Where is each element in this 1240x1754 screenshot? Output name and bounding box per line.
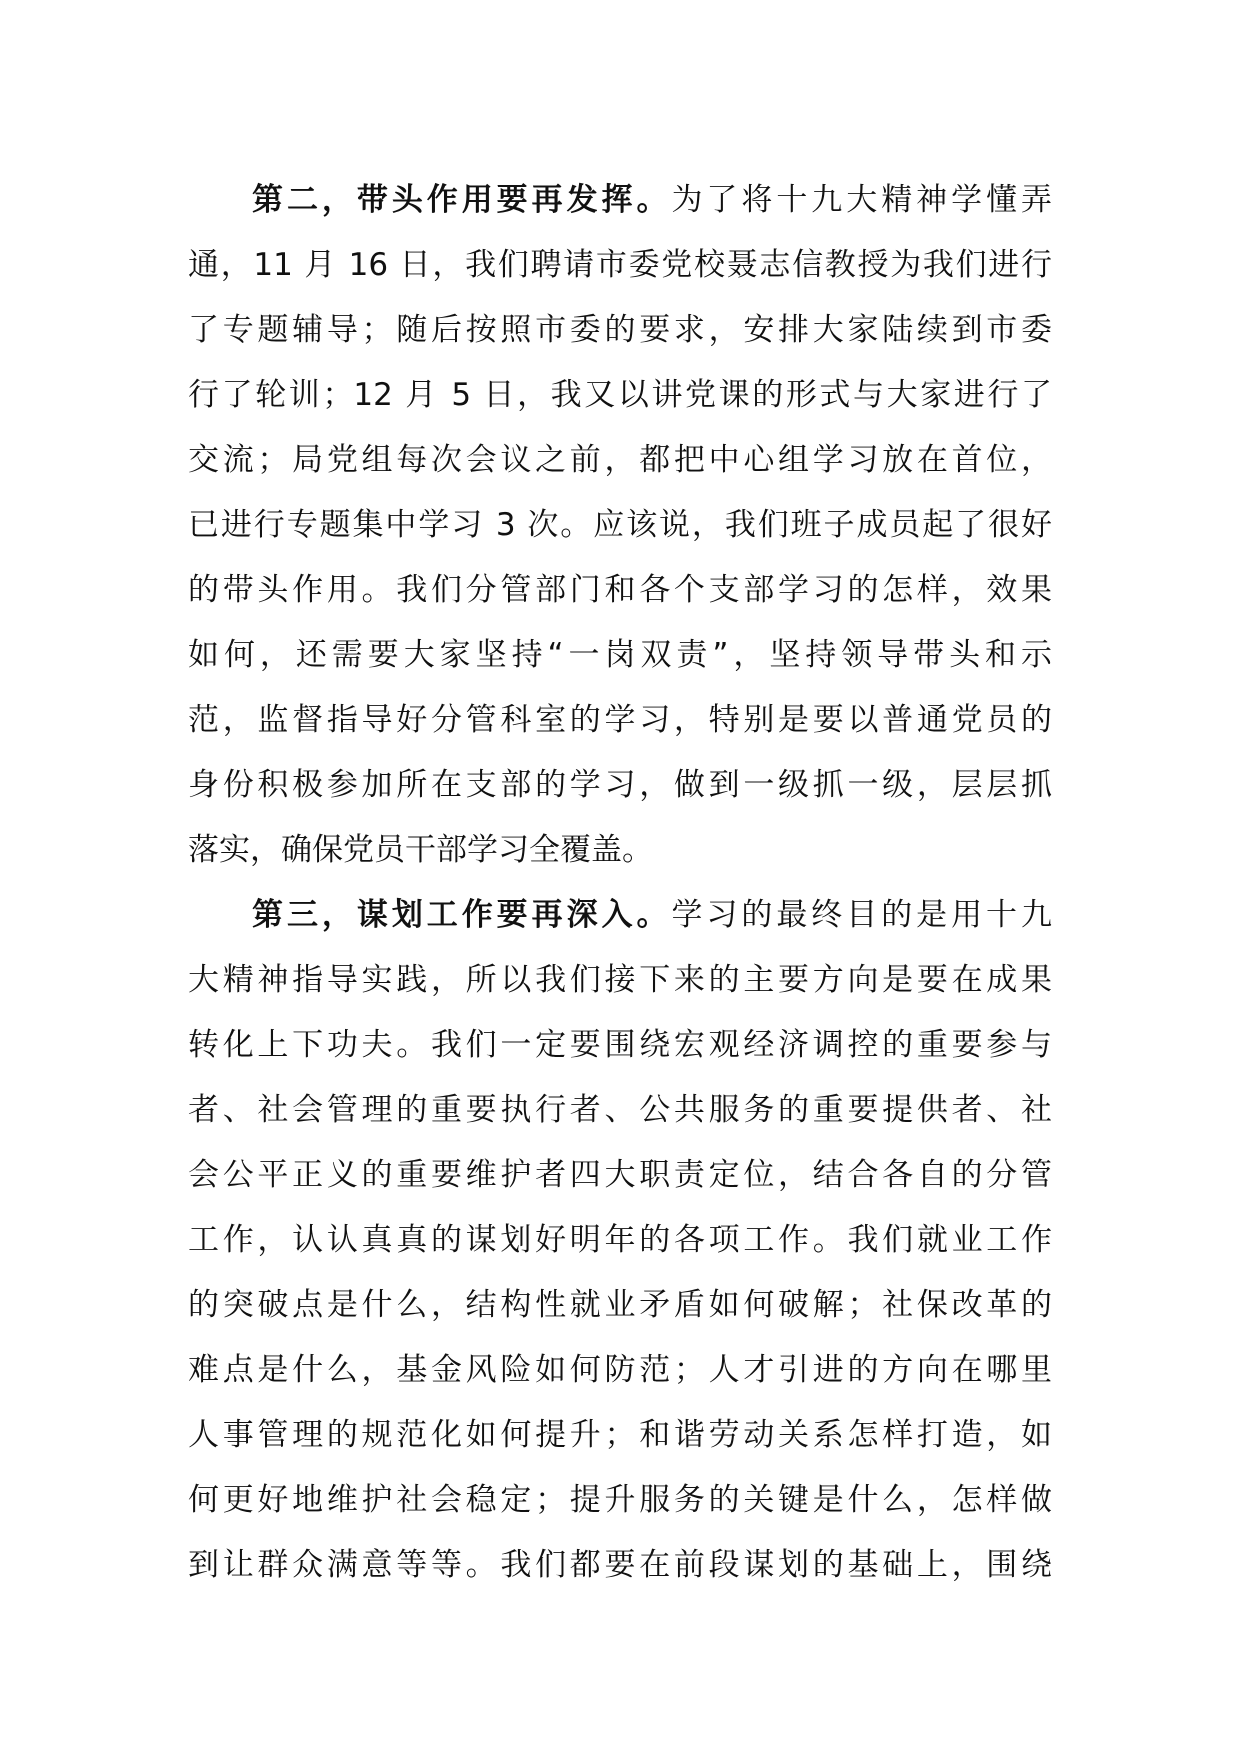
paragraph-3-line-3: 转化上下功夫。我们一定要围绕宏观经济调控的重要参与 bbox=[188, 1027, 1052, 1063]
paragraph-2-line-3: 了专题辅导；随后按照市委的要求，安排大家陆续到市委 bbox=[188, 312, 1052, 348]
paragraph-3-line-9: 人事管理的规范化如何提升；和谐劳动关系怎样打造，如 bbox=[188, 1417, 1052, 1453]
paragraph-3-heading: 第三，谋划工作要再深入。 bbox=[252, 897, 672, 933]
paragraph-2-line-2: 通，11 月 16 日，我们聘请市委党校聂志信教授为我们进行 bbox=[188, 247, 1052, 283]
paragraph-3-line-8: 难点是什么，基金风险如何防范；人才引进的方向在哪里 bbox=[188, 1352, 1052, 1388]
paragraph-2-line-11: 落实，确保党员干部学习全覆盖。 bbox=[188, 832, 653, 868]
paragraph-2-line-8: 如何，还需要大家坚持“一岗双责”，坚持领导带头和示 bbox=[188, 637, 1052, 673]
paragraph-2-heading: 第二，带头作用要再发挥。 bbox=[252, 182, 672, 218]
paragraph-2-text: 为了将十九大精神学懂弄 bbox=[671, 182, 1053, 218]
paragraph-2-line-1 bbox=[188, 168, 1052, 233]
paragraph-3-text: 学习的最终目的是用十九 bbox=[671, 897, 1053, 933]
paragraph-2-line-7: 的带头作用。我们分管部门和各个支部学习的怎样，效果 bbox=[188, 572, 1052, 608]
paragraph-3-line-1 bbox=[188, 883, 1052, 948]
paragraph-2-line-6: 已进行专题集中学习 3 次。应该说，我们班子成员起了很好 bbox=[188, 507, 1052, 543]
paragraph-3-line-5: 会公平正义的重要维护者四大职责定位，结合各自的分管 bbox=[188, 1157, 1052, 1193]
paragraph-3-line-11: 到让群众满意等等。我们都要在前段谋划的基础上，围绕 bbox=[188, 1547, 1052, 1583]
paragraph-2-line-4: 行了轮训；12 月 5 日，我又以讲党课的形式与大家进行了 bbox=[188, 377, 1052, 413]
paragraph-3-line-7: 的突破点是什么，结构性就业矛盾如何破解；社保改革的 bbox=[188, 1287, 1052, 1323]
paragraph-2-line-5: 交流；局党组每次会议之前，都把中心组学习放在首位， bbox=[188, 442, 1052, 478]
paragraph-3-line-2: 大精神指导实践，所以我们接下来的主要方向是要在成果 bbox=[188, 962, 1052, 998]
paragraph-3-line-10: 何更好地维护社会稳定；提升服务的关键是什么，怎样做 bbox=[188, 1482, 1052, 1518]
paragraph-2-line-10: 身份积极参加所在支部的学习，做到一级抓一级，层层抓 bbox=[188, 767, 1052, 803]
paragraph-2-line-9: 范，监督指导好分管科室的学习，特别是要以普通党员的 bbox=[188, 702, 1052, 738]
paragraph-3-line-4: 者、社会管理的重要执行者、公共服务的重要提供者、社 bbox=[188, 1092, 1052, 1128]
paragraph-3-line-6: 工作，认认真真的谋划好明年的各项工作。我们就业工作 bbox=[188, 1222, 1052, 1258]
document-body bbox=[188, 168, 1052, 1598]
